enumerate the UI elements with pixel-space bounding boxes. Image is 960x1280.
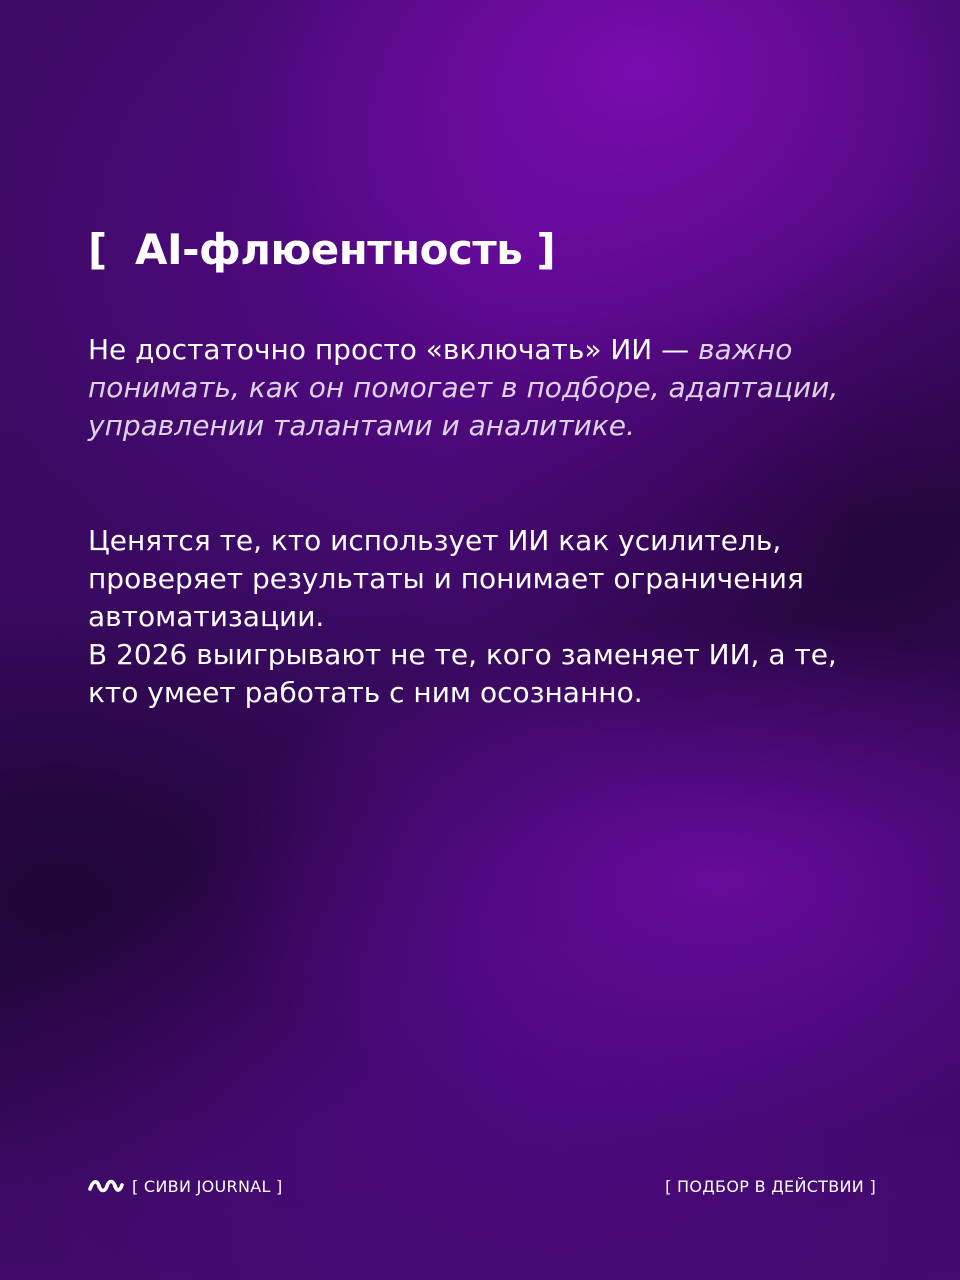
- paragraph-intro: [88, 331, 878, 445]
- footer-section: [665, 1172, 876, 1200]
- paragraph-2026: В 2026 выигрывают не те, кого заменяет ИИ, а те, кто умеет работать с ним осознанно.: [88, 638, 837, 709]
- paragraph-intro-regular: Не достаточно просто «включать» ИИ —: [88, 333, 699, 366]
- paragraph-valued: Ценятся те, кто использует ИИ как усилитель, проверяет результаты и понимает ограничения автоматизации.: [88, 524, 804, 633]
- footer-brand: [88, 1172, 283, 1200]
- title-close-bracket: ]: [536, 225, 556, 274]
- slide-title: [88, 224, 555, 276]
- footer-section-label: [ ПОДБОР В ДЕЙСТВИИ ]: [665, 1176, 876, 1196]
- paragraph-intro-italic: важно понимать, как он помогает в подборе, адаптации, управлении талантами и аналитике.: [88, 333, 839, 442]
- cv-journal-logo-icon: [88, 1177, 124, 1195]
- footer-brand-label: [ СИВИ JOURNAL ]: [132, 1176, 283, 1196]
- title-text: AI-флюентность: [134, 225, 523, 274]
- title-open-bracket: [: [88, 225, 107, 274]
